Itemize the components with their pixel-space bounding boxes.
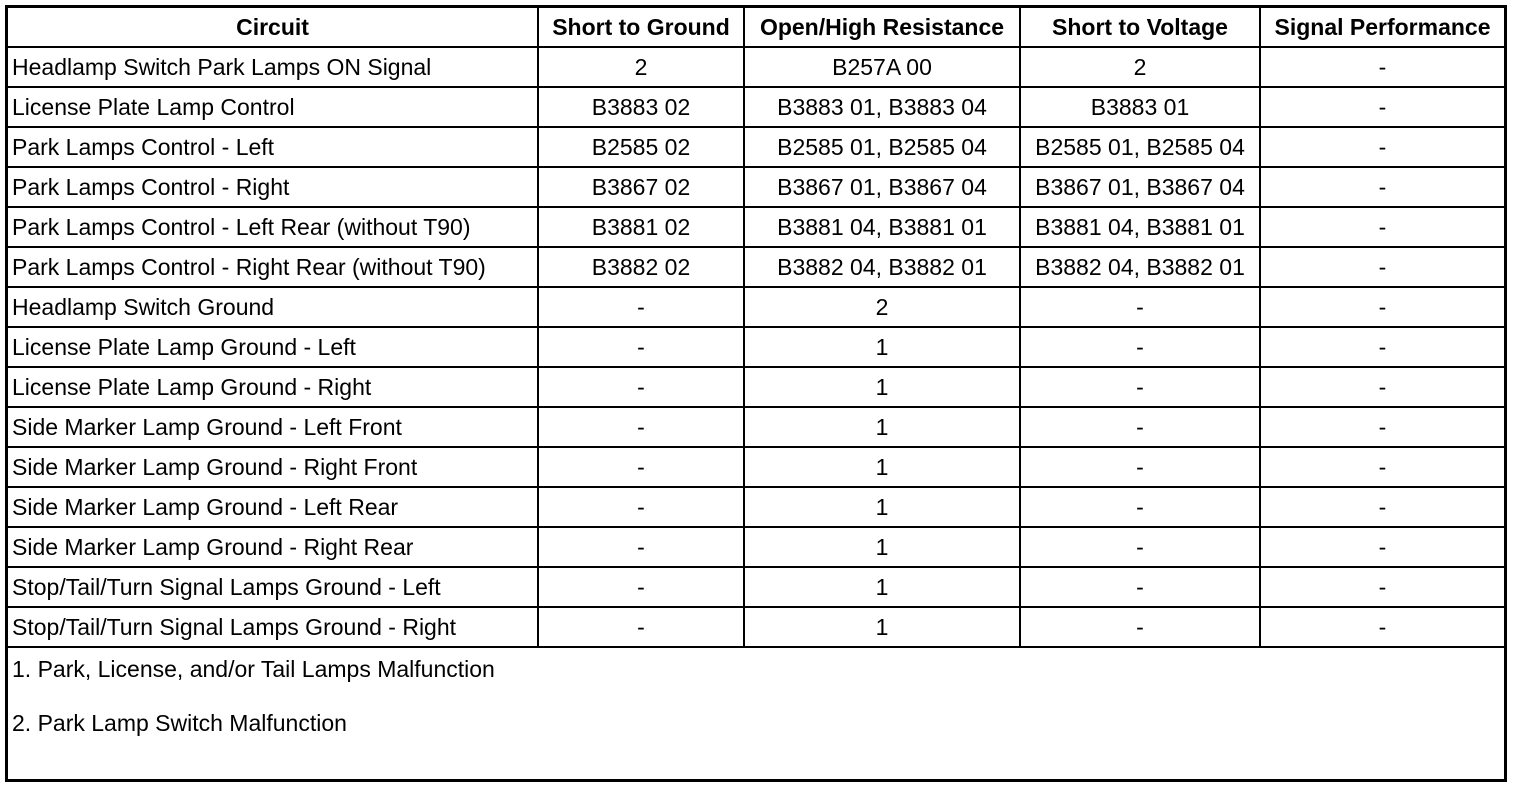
cell-circuit: Park Lamps Control - Left Rear (without T90): [8, 207, 538, 247]
cell-circuit: Park Lamps Control - Right Rear (without T90): [8, 247, 538, 287]
cell-short-to-ground: -: [538, 287, 744, 327]
table-row: [8, 207, 1504, 247]
cell-short-to-ground: -: [538, 527, 744, 567]
cell-signal-performance: -: [1260, 527, 1504, 567]
cell-open-high-resistance: 1: [744, 447, 1020, 487]
cell-open-high-resistance: 1: [744, 567, 1020, 607]
table-row: [8, 527, 1504, 567]
cell-circuit: Side Marker Lamp Ground - Right Rear: [8, 527, 538, 567]
cell-short-to-voltage: -: [1020, 527, 1260, 567]
cell-open-high-resistance: 1: [744, 407, 1020, 447]
cell-short-to-ground: -: [538, 447, 744, 487]
cell-short-to-ground: 2: [538, 47, 744, 87]
cell-open-high-resistance: 1: [744, 367, 1020, 407]
cell-short-to-ground: -: [538, 327, 744, 367]
cell-short-to-voltage: -: [1020, 487, 1260, 527]
table-row: [8, 47, 1504, 87]
table-row: [8, 167, 1504, 207]
cell-short-to-voltage: B3883 01: [1020, 87, 1260, 127]
cell-circuit: Side Marker Lamp Ground - Right Front: [8, 447, 538, 487]
cell-signal-performance: -: [1260, 567, 1504, 607]
cell-circuit: Headlamp Switch Park Lamps ON Signal: [8, 47, 538, 87]
cell-open-high-resistance: 1: [744, 487, 1020, 527]
cell-signal-performance: -: [1260, 607, 1504, 647]
table-row: [8, 407, 1504, 447]
cell-short-to-voltage: -: [1020, 607, 1260, 647]
cell-open-high-resistance: 1: [744, 607, 1020, 647]
cell-circuit: Park Lamps Control - Right: [8, 167, 538, 207]
cell-open-high-resistance: 2: [744, 287, 1020, 327]
cell-short-to-ground: -: [538, 407, 744, 447]
cell-signal-performance: -: [1260, 487, 1504, 527]
cell-signal-performance: -: [1260, 207, 1504, 247]
cell-open-high-resistance: B257A 00: [744, 47, 1020, 87]
cell-signal-performance: -: [1260, 367, 1504, 407]
cell-open-high-resistance: B3881 04, B3881 01: [744, 207, 1020, 247]
cell-short-to-ground: -: [538, 567, 744, 607]
table-row: [8, 327, 1504, 367]
table-row: [8, 447, 1504, 487]
cell-signal-performance: -: [1260, 167, 1504, 207]
cell-short-to-voltage: 2: [1020, 47, 1260, 87]
cell-open-high-resistance: 1: [744, 327, 1020, 367]
table-row: [8, 87, 1504, 127]
notes-row: [8, 647, 1504, 740]
cell-circuit: License Plate Lamp Control: [8, 87, 538, 127]
table-row: [8, 607, 1504, 647]
header-row: [8, 8, 1504, 47]
cell-short-to-ground: B3881 02: [538, 207, 744, 247]
table-row: [8, 127, 1504, 167]
cell-signal-performance: -: [1260, 407, 1504, 447]
dtc-table-frame: [5, 5, 1507, 782]
cell-short-to-voltage: -: [1020, 447, 1260, 487]
header-circuit: Circuit: [8, 8, 538, 47]
header-signal-performance: Signal Performance: [1260, 8, 1504, 47]
cell-circuit: Side Marker Lamp Ground - Left Front: [8, 407, 538, 447]
cell-circuit: Headlamp Switch Ground: [8, 287, 538, 327]
cell-open-high-resistance: B3867 01, B3867 04: [744, 167, 1020, 207]
cell-short-to-voltage: -: [1020, 287, 1260, 327]
table-row: [8, 287, 1504, 327]
cell-short-to-voltage: -: [1020, 367, 1260, 407]
cell-signal-performance: -: [1260, 47, 1504, 87]
cell-short-to-ground: -: [538, 367, 744, 407]
cell-short-to-voltage: B3881 04, B3881 01: [1020, 207, 1260, 247]
cell-open-high-resistance: B2585 01, B2585 04: [744, 127, 1020, 167]
cell-short-to-voltage: -: [1020, 407, 1260, 447]
cell-short-to-ground: B3882 02: [538, 247, 744, 287]
cell-circuit: License Plate Lamp Ground - Left: [8, 327, 538, 367]
cell-signal-performance: -: [1260, 247, 1504, 287]
cell-open-high-resistance: B3883 01, B3883 04: [744, 87, 1020, 127]
table-body: [8, 47, 1504, 647]
cell-circuit: Side Marker Lamp Ground - Left Rear: [8, 487, 538, 527]
table-row: [8, 247, 1504, 287]
header-short-to-ground: Short to Ground: [538, 8, 744, 47]
cell-short-to-ground: B3867 02: [538, 167, 744, 207]
cell-short-to-voltage: B3882 04, B3882 01: [1020, 247, 1260, 287]
cell-signal-performance: -: [1260, 287, 1504, 327]
cell-circuit: Stop/Tail/Turn Signal Lamps Ground - Left: [8, 567, 538, 607]
cell-short-to-ground: -: [538, 487, 744, 527]
cell-signal-performance: -: [1260, 87, 1504, 127]
dtc-table: [8, 8, 1504, 740]
table-row: [8, 567, 1504, 607]
cell-signal-performance: -: [1260, 127, 1504, 167]
table-row: [8, 367, 1504, 407]
table-row: [8, 487, 1504, 527]
cell-circuit: Stop/Tail/Turn Signal Lamps Ground - Right: [8, 607, 538, 647]
cell-short-to-voltage: B3867 01, B3867 04: [1020, 167, 1260, 207]
cell-short-to-ground: B2585 02: [538, 127, 744, 167]
cell-open-high-resistance: B3882 04, B3882 01: [744, 247, 1020, 287]
cell-circuit: License Plate Lamp Ground - Right: [8, 367, 538, 407]
header-short-to-voltage: Short to Voltage: [1020, 8, 1260, 47]
note-1: 1. Park, License, and/or Tail Lamps Malfunction: [12, 656, 495, 682]
header-open-high-resistance: Open/High Resistance: [744, 8, 1020, 47]
cell-short-to-voltage: B2585 01, B2585 04: [1020, 127, 1260, 167]
note-2: 2. Park Lamp Switch Malfunction: [12, 710, 347, 736]
cell-signal-performance: -: [1260, 327, 1504, 367]
cell-short-to-ground: B3883 02: [538, 87, 744, 127]
cell-open-high-resistance: 1: [744, 527, 1020, 567]
cell-short-to-voltage: -: [1020, 327, 1260, 367]
cell-circuit: Park Lamps Control - Left: [8, 127, 538, 167]
cell-short-to-ground: -: [538, 607, 744, 647]
notes-cell: [8, 647, 1504, 740]
cell-signal-performance: -: [1260, 447, 1504, 487]
cell-short-to-voltage: -: [1020, 567, 1260, 607]
